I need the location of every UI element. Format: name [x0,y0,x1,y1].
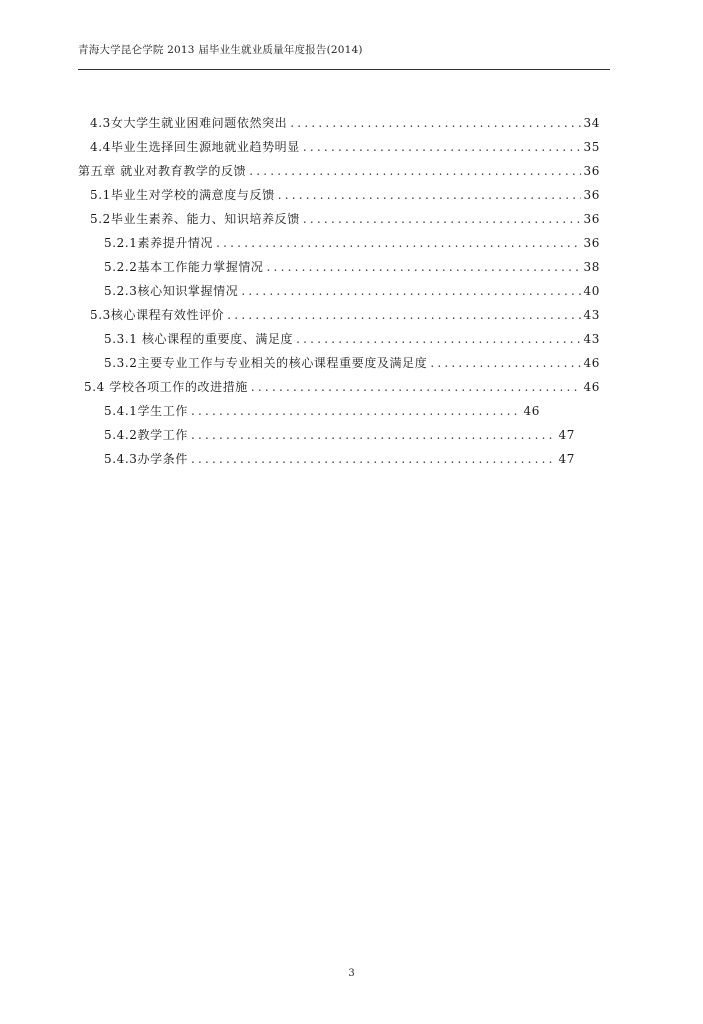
toc-entry-title: 5.4 学校各项工作的改进措施 [84,380,248,394]
toc-entry-page: 47 [558,452,575,466]
toc-leader-dots [241,283,580,299]
toc-entry-title: 5.2.2基本工作能力掌握情况 [104,260,264,274]
toc-entry-title: 5.4.1学生工作 [104,404,188,418]
toc-leader-dots [216,235,580,251]
toc-leader-dots [191,403,521,419]
toc-entry[interactable] [104,259,600,275]
toc-entry-title: 4.3女大学生就业困难问题依然突出 [90,116,288,130]
toc-entry[interactable] [90,187,600,203]
toc-entry[interactable] [104,403,540,419]
toc-entry[interactable] [90,115,600,131]
toc-leader-dots [267,259,581,275]
toc-leader-dots [249,163,580,179]
toc-entry-title: 5.2.1素养提升情况 [104,236,214,250]
toc-entry-page: 35 [583,140,600,154]
running-header: 青海大学昆仑学院 2013 届毕业生就业质量年度报告(2014) [78,44,363,56]
toc-leader-dots [296,331,580,347]
toc-entry-title: 5.2毕业生素养、能力、知识培养反馈 [90,212,300,226]
toc-entry-title: 5.4.3办学条件 [104,452,188,466]
toc-entry-page: 46 [583,356,600,370]
toc-entry-title: 5.3核心课程有效性评价 [90,308,225,322]
toc-entry[interactable] [90,211,600,227]
toc-entry[interactable] [78,163,600,179]
toc-entry-title: 4.4毕业生选择回生源地就业趋势明显 [90,140,300,154]
toc-leader-dots [251,379,581,395]
toc-entry-page: 46 [523,404,540,418]
toc-entry-page: 40 [583,284,600,298]
toc-leader-dots [278,187,581,203]
toc-leader-dots [290,115,580,131]
toc-leader-dots [191,427,556,443]
toc-entry-page: 36 [583,212,600,226]
toc-leader-dots [430,355,580,371]
toc-entry-title: 5.1毕业生对学校的满意度与反馈 [90,188,275,202]
toc-entry[interactable] [90,307,600,323]
toc-entry[interactable] [104,331,600,347]
toc-leader-dots [191,451,556,467]
toc-entry-page: 36 [583,188,600,202]
toc-entry-title: 5.3.1 核心课程的重要度、满足度 [104,332,294,346]
toc-leader-dots [303,139,581,155]
toc-entry-title: 第五章 就业对教育教学的反馈 [78,164,247,178]
page-number: 3 [348,968,355,979]
toc-leader-dots [303,211,581,227]
toc-entry-title: 5.3.2主要专业工作与专业相关的核心课程重要度及满足度 [104,356,428,370]
toc-entry-page: 36 [583,236,600,250]
toc-entry-page: 43 [583,332,600,346]
toc-entry-page: 46 [583,380,600,394]
toc-entry-page: 34 [583,116,600,130]
toc-entry[interactable] [104,235,600,251]
toc-entry[interactable] [84,379,600,395]
toc-entry-page: 47 [558,428,575,442]
toc-entry-title: 5.4.2教学工作 [104,428,188,442]
toc-entry-page: 38 [583,260,600,274]
toc-entry-page: 36 [583,164,600,178]
toc-entry-page: 43 [583,308,600,322]
toc-entry[interactable] [104,283,600,299]
toc-entry[interactable] [90,139,600,155]
toc-entry[interactable] [104,451,575,467]
toc-entry[interactable] [104,355,600,371]
toc-entry[interactable] [104,427,575,443]
toc-leader-dots [227,307,580,323]
toc-entry-title: 5.2.3核心知识掌握情况 [104,284,239,298]
